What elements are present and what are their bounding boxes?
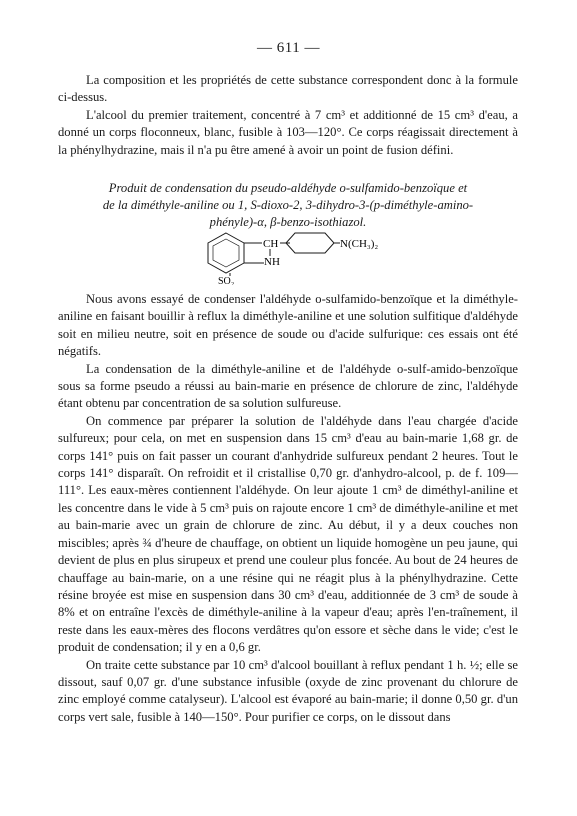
dimethylamino-label: N(CH₃)₂ — [340, 238, 379, 250]
paragraph: On commence par préparer la solution de l'aldéhyde dans l'eau chargée d'acide sulfureux; pour cela, on met en suspension dans 15 cm³ d'eau au bain-marie 1,68 gr. de corps 141° puis on fait passer un courant d'anhydride sulfureux pendant 2 heures. Tout le corps 141° disparaît. On refroidit et il cristallise 0,70 gr. d'anhydro-alcool, p. de f. 109—111°. Les eaux-mères contiennent l'aldéhyde. On leur ajoute 1 cm³ de diméthyl-aniline et les concentre dans le vide à 5 cm³ puis on rajoute encore 1 cm³ de diméthyle-aniline et met au bain-marie avec un grain de chlorure de zinc. Au début, il y a deux couches non miscibles; après ¾ d'heure de chauffage, on obtient un liquide homogène un peu jaune, qui devient de plus en plus sirupeux et prend une couleur plus foncée. Au bout de 24 heures de chauffage au bain-marie, on a une résine qui ne réagit plus à la phénylhydrazine. Cette résine broyée est mise en suspension dans 30 cm³ d'eau, additionnée de 3 cm³ de soude à 8% et on entraîne l'excès de diméthyle-aniline à la vapeur d'eau; après l'en-traînement, il reste dans les eaux-mères des flocons verdâtres qu'on essore et sèche dans le vide; c'est le produit de condensation; il y en a 0,6 gr. — [58, 413, 518, 655]
paragraph: La composition et les propriétés de cette substance correspondent donc à la formule ci-dessus. — [58, 73, 518, 105]
section-heading — [58, 180, 518, 230]
paragraph: L'alcool du premier traitement, concentré à 7 cm³ et additionné de 15 cm³ d'eau, a donné un corps floconneux, blanc, fusible à 103—120°. Ce corps réagissait directement à la phénylhydrazine, mais il n'a pu être amené à avoir un point de fusion défini. — [58, 107, 518, 157]
heading-line: Produit de condensation du pseudo-aldéhyde o-sulfamido-benzoïque et — [108, 181, 468, 195]
benzene-ring-inner — [213, 239, 239, 267]
ch-label: CH — [263, 238, 279, 250]
structural-formula — [200, 230, 440, 285]
paragraph: On traite cette substance par 10 cm³ d'alcool bouillant à reflux pendant 1 h. ½; elle se dissout, sauf 0,07 gr. d'une substance infusible (oxyde de zinc provenant du chlorure de zinc employé comme catalyseur). L'alcool est évaporé au bain-marie; il donne 0,50 gr. d'un corps vert sale, fusible à 140—150°. Pour purifier ce corps, on le dissout dans — [58, 657, 518, 724]
heading-line: de la diméthyle-aniline ou 1, S-dioxo-2, 3-dihydro-3-(p-diméthyle-amino- — [102, 197, 474, 212]
paragraph: La condensation de la diméthyle-aniline et de l'aldéhyde o-sulf-amido-benzoïque sous sa forme pseudo a réussi au bain-marie en présence de chlorure de zinc, l'aldéhyde étant obtenu par concentration de sa solution sulfureuse. — [58, 361, 518, 411]
intro-text — [58, 72, 518, 159]
body-text — [58, 291, 518, 726]
heading-line: phényle)-α, β-benzo-isothiazol. — [209, 214, 367, 229]
paragraph: Nous avons essayé de condenser l'aldéhyde o-sulfamido-benzoïque et la diméthyle-aniline en faisant bouillir à reflux la diméthyle-aniline et une solution sulfitique d'aldéhyde soit en milieu neutre, soit en présence de soude ou d'acide sulfurique: ces essais ont été négatifs. — [58, 292, 518, 359]
so2-label: SO₂ — [218, 276, 235, 285]
page-number: — 611 — — [257, 40, 320, 56]
nh-label: NH — [264, 256, 280, 268]
phenyl-ring — [286, 233, 334, 253]
